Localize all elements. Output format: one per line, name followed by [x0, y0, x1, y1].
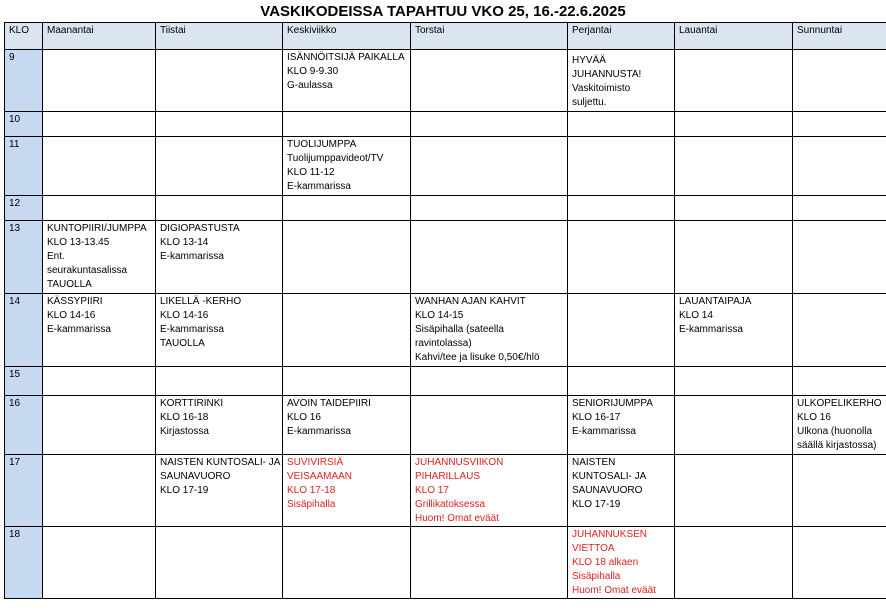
event-line: Kirjastossa [160, 426, 209, 437]
event-line: KORTTIRINKI [160, 398, 224, 409]
event-line: NAISTEN KUNTOSALI- JA [160, 457, 281, 468]
event-line: KLO 9-9.30 [287, 66, 339, 77]
event-line: LAUANTAIPAJA [679, 296, 752, 307]
event-line: KLO 14-16 [47, 310, 96, 321]
event-line: Sisäpihalla (sateella [415, 324, 504, 335]
table-row [5, 455, 886, 527]
event-cell [283, 50, 411, 112]
event-cell [568, 294, 675, 367]
event-cell [793, 455, 886, 527]
event-cell [675, 455, 793, 527]
hour-cell: 17 [5, 455, 43, 527]
event-line: Kahvi/tee ja lisuke 0,50€/hlö [415, 352, 540, 363]
event-line: ravintolassa) [415, 338, 472, 349]
hour-cell: 16 [5, 396, 43, 455]
event-cell [43, 367, 156, 396]
hour-cell: 13 [5, 221, 43, 294]
event-cell [156, 294, 283, 367]
event-cell [283, 455, 411, 527]
event-line: ULKOPELIKERHO [797, 398, 882, 409]
header-lauantai: Lauantai [675, 23, 793, 50]
event-cell [568, 196, 675, 221]
event-cell [568, 367, 675, 396]
event-line: E-kammarissa [287, 181, 351, 192]
table-row [5, 196, 886, 221]
event-line: seurakuntasalissa [47, 265, 128, 276]
hour-cell: 11 [5, 137, 43, 196]
event-cell [156, 455, 283, 527]
event-line: KLO 14-15 [415, 310, 464, 321]
event-cell [793, 367, 886, 396]
event-line: TUOLIJUMPPA [287, 139, 357, 150]
event-line: DIGIOPASTUSTA [160, 223, 240, 234]
event-line: ISÄNNÖITSIJÄ PAIKALLA [287, 52, 405, 63]
event-line: KUNTOSALI- JA [572, 471, 647, 482]
table-row [5, 367, 886, 396]
event-cell [793, 50, 886, 112]
event-cell [675, 294, 793, 367]
event-line: Huom! Omat eväät [415, 513, 499, 524]
event-line: KLO 13-13.45 [47, 237, 110, 248]
event-cell [43, 50, 156, 112]
event-cell [43, 137, 156, 196]
event-line: VIETTOA [572, 543, 615, 554]
event-cell [675, 527, 793, 599]
event-cell [675, 367, 793, 396]
event-cell [283, 294, 411, 367]
event-cell [675, 396, 793, 455]
page-title: VASKIKODEISSA TAPAHTUU VKO 25, 16.-22.6.2025 [260, 3, 626, 20]
event-cell [283, 527, 411, 599]
event-cell [156, 137, 283, 196]
event-cell [568, 112, 675, 137]
event-line: Vaskitoimisto [572, 83, 631, 94]
event-cell [793, 112, 886, 137]
event-line: Grillikatoksessa [415, 499, 486, 510]
event-cell [675, 221, 793, 294]
header-klo: KLO [5, 23, 43, 50]
event-line: säällä kirjastossa) [797, 440, 877, 451]
event-line: suljettu. [572, 97, 607, 108]
table-row [5, 396, 886, 455]
event-line: KUNTOPIIRI/JUMPPA [47, 223, 147, 234]
event-line: KLO 16-17 [572, 412, 621, 423]
event-cell [156, 196, 283, 221]
event-cell [411, 367, 568, 396]
event-cell [283, 367, 411, 396]
event-line: SUVIVIRSIÄ [287, 457, 344, 468]
event-line: TAUOLLA [47, 279, 92, 290]
event-line: PIHARILLAUS [415, 471, 481, 482]
header-sunnuntai: Sunnuntai [793, 23, 886, 50]
event-line: KLO 17 [415, 485, 449, 496]
event-cell [411, 455, 568, 527]
table-row [5, 221, 886, 294]
event-line: KLO 13-14 [160, 237, 209, 248]
event-cell [793, 396, 886, 455]
event-line: HYVÄÄ [572, 55, 606, 66]
table-row [5, 294, 886, 367]
header-perjantai: Perjantai [568, 23, 675, 50]
schedule-table [4, 22, 886, 599]
header-torstai: Torstai [411, 23, 568, 50]
header-maanantai: Maanantai [43, 23, 156, 50]
event-line: KLO 17-19 [160, 485, 209, 496]
event-cell [411, 221, 568, 294]
event-cell [43, 527, 156, 599]
event-cell [156, 221, 283, 294]
event-line: KLO 17-18 [287, 485, 336, 496]
event-line: Tuolijumppavideot/TV [287, 153, 384, 164]
event-cell [568, 221, 675, 294]
hour-cell: 18 [5, 527, 43, 599]
event-cell [411, 396, 568, 455]
event-cell [156, 50, 283, 112]
event-line: SAUNAVUORO [160, 471, 231, 482]
event-line: E-kammarissa [47, 324, 111, 335]
event-cell [793, 137, 886, 196]
event-cell [283, 396, 411, 455]
hour-cell: 15 [5, 367, 43, 396]
table-row [5, 527, 886, 599]
event-cell [675, 137, 793, 196]
table-row [5, 112, 886, 137]
event-line: G-aulassa [287, 80, 333, 91]
event-line: JUHANNUSVIIKON [415, 457, 504, 468]
event-line: E-kammarissa [160, 324, 224, 335]
event-cell [283, 137, 411, 196]
header-row [5, 23, 886, 50]
event-line: Ent. [47, 251, 65, 262]
event-cell [568, 50, 675, 112]
event-line: Huom! Omat eväät [572, 585, 656, 596]
event-line: TAUOLLA [160, 338, 205, 349]
table-row [5, 50, 886, 112]
event-cell [156, 112, 283, 137]
event-cell [675, 196, 793, 221]
event-cell [156, 527, 283, 599]
event-cell [43, 294, 156, 367]
event-line: E-kammarissa [160, 251, 224, 262]
event-line: KLO 16 [797, 412, 831, 423]
event-cell [675, 112, 793, 137]
event-cell [43, 221, 156, 294]
event-line: AVOIN TAIDEPIIRI [287, 398, 371, 409]
event-line: Sisäpihalla [287, 499, 336, 510]
event-cell [283, 112, 411, 137]
event-line: KLO 18 alkaen [572, 557, 639, 568]
hour-cell: 14 [5, 294, 43, 367]
event-cell [793, 196, 886, 221]
event-cell [411, 196, 568, 221]
event-cell [675, 50, 793, 112]
event-line: E-kammarissa [572, 426, 636, 437]
event-line: LIKELLÄ -KERHO [160, 296, 242, 307]
event-line: KÄSSYPIIRI [47, 296, 103, 307]
event-cell [43, 396, 156, 455]
event-cell [568, 396, 675, 455]
event-cell [793, 221, 886, 294]
event-line: Ulkona (huonolla [797, 426, 873, 437]
event-line: KLO 11-12 [287, 167, 335, 178]
hour-cell: 9 [5, 50, 43, 112]
event-line: JUHANNUKSEN [572, 529, 648, 540]
event-line: KLO 16-18 [160, 412, 209, 423]
hour-cell: 10 [5, 112, 43, 137]
event-line: SAUNAVUORO [572, 485, 643, 496]
header-keskiviikko: Keskiviikko [283, 23, 411, 50]
table-row [5, 137, 886, 196]
event-line: JUHANNUSTA! [572, 69, 642, 80]
event-line: Sisäpihalla [572, 571, 621, 582]
event-line: E-kammarissa [679, 324, 743, 335]
event-cell [411, 50, 568, 112]
event-cell [43, 455, 156, 527]
event-cell [283, 196, 411, 221]
event-line: NAISTEN [572, 457, 616, 468]
event-cell [793, 527, 886, 599]
event-cell [411, 137, 568, 196]
event-cell [568, 455, 675, 527]
event-line: WANHAN AJAN KAHVIT [415, 296, 526, 307]
event-cell [568, 527, 675, 599]
event-cell [411, 294, 568, 367]
event-cell [156, 396, 283, 455]
event-cell [43, 196, 156, 221]
event-line: KLO 16 [287, 412, 321, 423]
event-cell [411, 112, 568, 137]
event-line: E-kammarissa [287, 426, 351, 437]
event-line: KLO 14 [679, 310, 713, 321]
event-cell [43, 112, 156, 137]
event-line: VEISAAMAAN [287, 471, 353, 482]
hour-cell: 12 [5, 196, 43, 221]
event-cell [568, 137, 675, 196]
event-cell [411, 527, 568, 599]
event-line: SENIORIJUMPPA [572, 398, 653, 409]
event-line: KLO 17-19 [572, 499, 621, 510]
event-line: KLO 14-16 [160, 310, 209, 321]
event-cell [156, 367, 283, 396]
event-cell [793, 294, 886, 367]
header-tiistai: Tiistai [156, 23, 283, 50]
event-cell [283, 221, 411, 294]
